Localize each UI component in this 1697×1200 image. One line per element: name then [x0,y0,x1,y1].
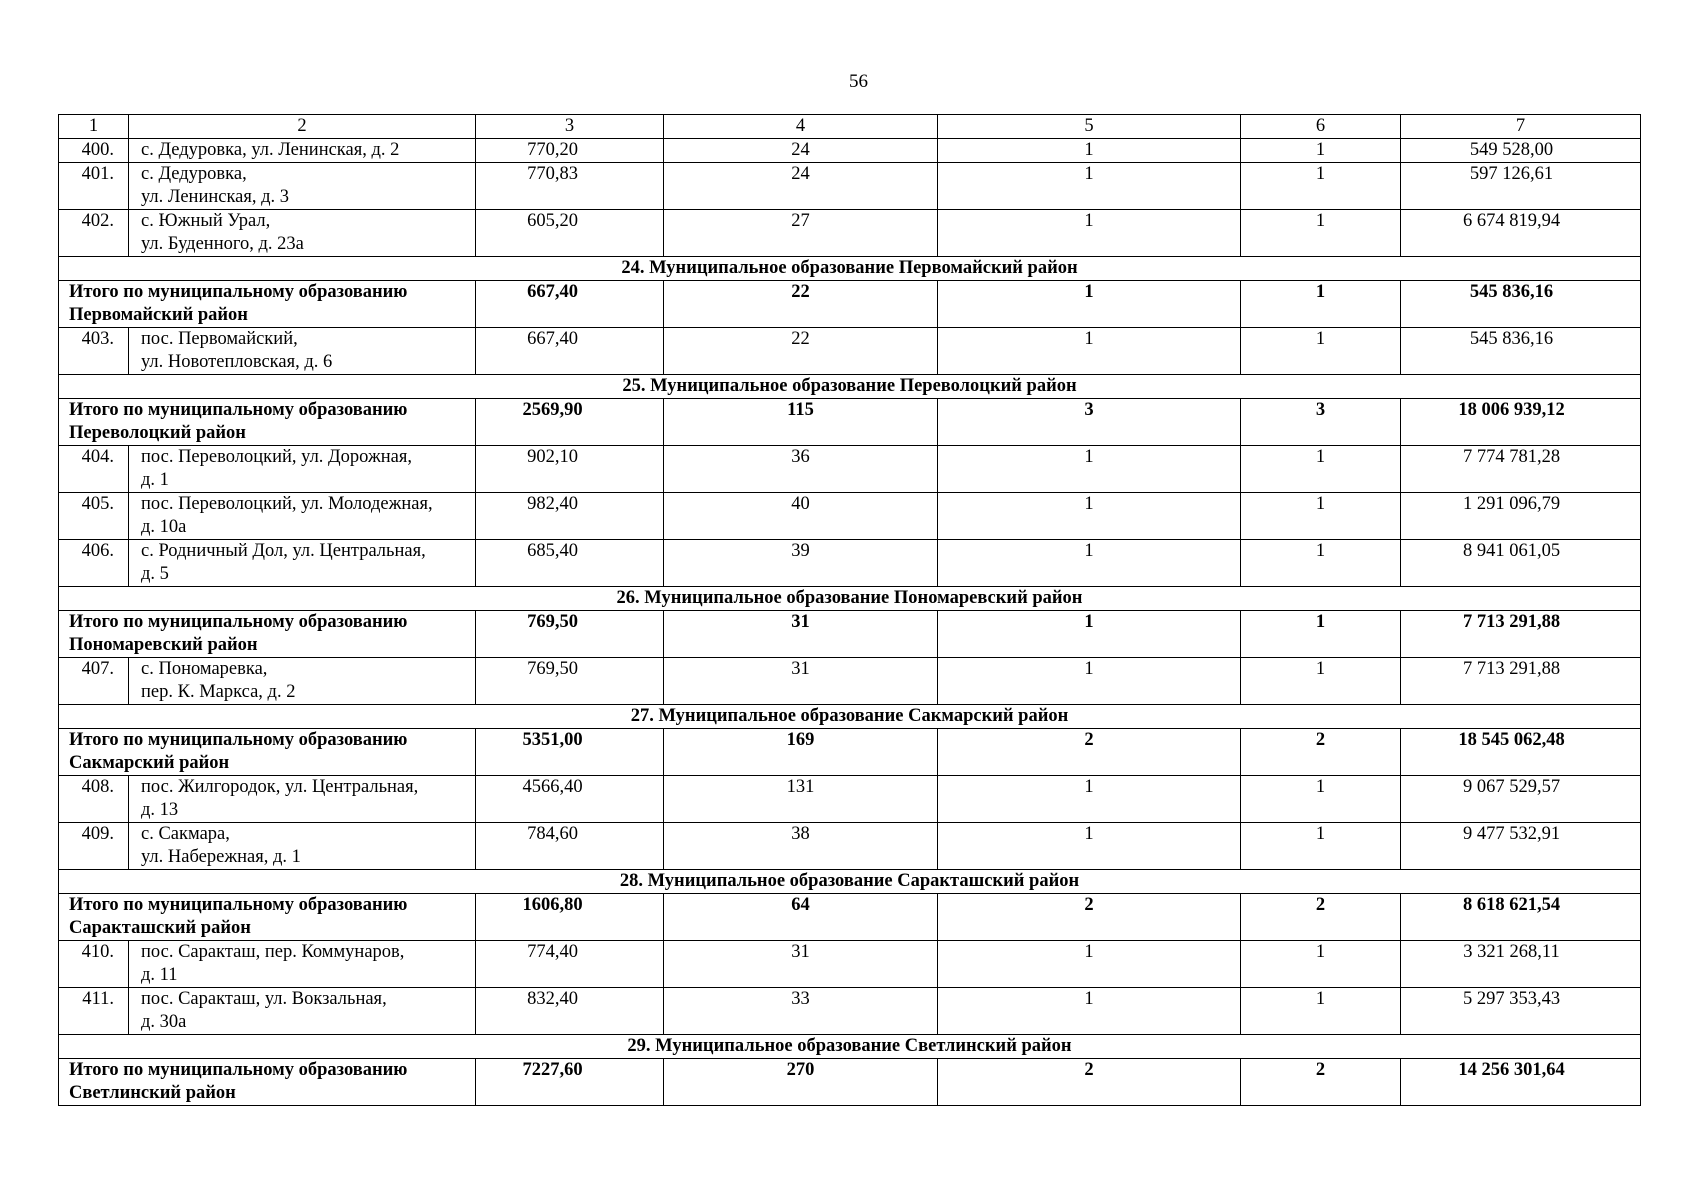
address-line: ул. Новотепловская, д. 6 [141,352,333,372]
table-row [59,328,1641,375]
column-number-1: 1 [59,115,129,139]
row-number: 400. [59,139,129,163]
column-number-6: 6 [1241,115,1401,139]
total-col-3: 2569,90 [476,399,664,446]
section-header-row [59,375,1641,399]
total-label-line: Итого по муниципальному образованию [69,612,408,632]
total-col-5: 2 [938,1059,1241,1106]
address-line: пос. Переволоцкий, ул. Молодежная, [141,494,433,514]
total-col-3: 7227,60 [476,1059,664,1106]
row-number: 409. [59,823,129,870]
col-7-value: 6 674 819,94 [1401,210,1641,257]
total-label-line: Итого по муниципальному образованию [69,1060,408,1080]
total-col-7: 18 545 062,48 [1401,729,1641,776]
table-row [59,446,1641,493]
total-col-6: 2 [1241,729,1401,776]
col-5-value: 1 [938,776,1241,823]
col-5-value: 1 [938,446,1241,493]
col-5-value: 1 [938,163,1241,210]
col-7-value: 545 836,16 [1401,328,1641,375]
col-6-value: 1 [1241,139,1401,163]
col-4-value: 40 [664,493,938,540]
col-4-value: 24 [664,139,938,163]
address-line: пос. Первомайский, [141,329,298,349]
address-cell [129,658,476,705]
address-line: пос. Жилгородок, ул. Центральная, [141,777,419,797]
col-6-value: 1 [1241,210,1401,257]
table-row [59,139,1641,163]
col-3-value: 769,50 [476,658,664,705]
section-header-row [59,1035,1641,1059]
total-label [59,611,476,658]
address-line: с. Дедуровка, ул. Ленинская, д. 2 [141,140,400,160]
total-col-7: 7 713 291,88 [1401,611,1641,658]
col-6-value: 1 [1241,328,1401,375]
row-number: 405. [59,493,129,540]
col-4-value: 24 [664,163,938,210]
col-5-value: 1 [938,941,1241,988]
col-7-value: 9 067 529,57 [1401,776,1641,823]
total-label [59,281,476,328]
section-title: 26. Муниципальное образование Пономаревский район [59,587,1641,611]
column-number-7: 7 [1401,115,1641,139]
column-number-3: 3 [476,115,664,139]
col-6-value: 1 [1241,493,1401,540]
total-label-line: Итого по муниципальному образованию [69,400,408,420]
total-label-line: Итого по муниципальному образованию [69,282,408,302]
address-line: с. Сакмара, [141,824,230,844]
address-line: с. Пономаревка, [141,659,268,679]
row-number: 410. [59,941,129,988]
address-line: ул. Набережная, д. 1 [141,847,301,867]
section-title: 24. Муниципальное образование Первомайский район [59,257,1641,281]
page-number: 56 [849,71,868,92]
total-label-line: Светлинский район [69,1083,236,1103]
address-cell [129,446,476,493]
total-label-line: Итого по муниципальному образованию [69,730,408,750]
col-7-value: 8 941 061,05 [1401,540,1641,587]
total-col-4: 270 [664,1059,938,1106]
total-label-line: Первомайский район [69,305,248,325]
col-3-value: 982,40 [476,493,664,540]
total-row [59,894,1641,941]
total-col-7: 18 006 939,12 [1401,399,1641,446]
total-col-3: 1606,80 [476,894,664,941]
col-6-value: 1 [1241,446,1401,493]
col-5-value: 1 [938,210,1241,257]
total-col-6: 3 [1241,399,1401,446]
total-row [59,1059,1641,1106]
address-cell [129,210,476,257]
table-body [59,115,1641,1106]
col-6-value: 1 [1241,941,1401,988]
col-7-value: 549 528,00 [1401,139,1641,163]
table-row [59,493,1641,540]
total-label-line: Саракташский район [69,918,251,938]
address-line: с. Дедуровка, [141,164,247,184]
register-table [58,114,1641,1106]
row-number: 403. [59,328,129,375]
row-number: 408. [59,776,129,823]
total-col-5: 2 [938,894,1241,941]
section-header-row [59,587,1641,611]
address-line: пос. Саракташ, пер. Коммунаров, [141,942,405,962]
col-6-value: 1 [1241,988,1401,1035]
total-label-line: Пономаревский район [69,635,258,655]
column-number-2: 2 [129,115,476,139]
col-3-value: 902,10 [476,446,664,493]
col-3-value: 784,60 [476,823,664,870]
total-col-5: 2 [938,729,1241,776]
total-col-4: 169 [664,729,938,776]
col-3-value: 832,40 [476,988,664,1035]
address-cell [129,823,476,870]
address-cell [129,163,476,210]
address-cell [129,493,476,540]
col-4-value: 131 [664,776,938,823]
total-label [59,729,476,776]
col-7-value: 3 321 268,11 [1401,941,1641,988]
col-6-value: 1 [1241,540,1401,587]
row-number: 401. [59,163,129,210]
col-4-value: 39 [664,540,938,587]
col-6-value: 1 [1241,658,1401,705]
total-row [59,611,1641,658]
total-col-6: 2 [1241,1059,1401,1106]
total-col-6: 1 [1241,281,1401,328]
address-line: д. 5 [141,564,169,584]
total-row [59,281,1641,328]
total-col-7: 545 836,16 [1401,281,1641,328]
col-4-value: 38 [664,823,938,870]
row-number: 402. [59,210,129,257]
col-7-value: 7 774 781,28 [1401,446,1641,493]
address-line: ул. Ленинская, д. 3 [141,187,290,207]
col-3-value: 770,83 [476,163,664,210]
row-number: 411. [59,988,129,1035]
col-4-value: 33 [664,988,938,1035]
total-col-7: 8 618 621,54 [1401,894,1641,941]
total-label-line: Переволоцкий район [69,423,246,443]
total-col-7: 14 256 301,64 [1401,1059,1641,1106]
row-number: 406. [59,540,129,587]
col-4-value: 36 [664,446,938,493]
col-5-value: 1 [938,823,1241,870]
col-3-value: 770,20 [476,139,664,163]
section-title: 25. Муниципальное образование Переволоцкий район [59,375,1641,399]
row-number: 404. [59,446,129,493]
col-7-value: 9 477 532,91 [1401,823,1641,870]
col-7-value: 1 291 096,79 [1401,493,1641,540]
col-4-value: 22 [664,328,938,375]
table-row [59,988,1641,1035]
total-col-3: 667,40 [476,281,664,328]
total-col-3: 769,50 [476,611,664,658]
address-line: пер. К. Маркса, д. 2 [141,682,296,702]
section-header-row [59,257,1641,281]
total-col-5: 3 [938,399,1241,446]
total-row [59,399,1641,446]
col-3-value: 4566,40 [476,776,664,823]
section-title: 29. Муниципальное образование Светлинский район [59,1035,1641,1059]
col-5-value: 1 [938,658,1241,705]
col-3-value: 774,40 [476,941,664,988]
col-6-value: 1 [1241,163,1401,210]
table-row [59,776,1641,823]
total-label-line: Сакмарский район [69,753,230,773]
table-row [59,540,1641,587]
address-line: д. 10а [141,517,187,537]
col-5-value: 1 [938,988,1241,1035]
column-number-5: 5 [938,115,1241,139]
total-col-5: 1 [938,281,1241,328]
table-row [59,658,1641,705]
total-col-6: 1 [1241,611,1401,658]
section-header-row [59,870,1641,894]
section-title: 28. Муниципальное образование Саракташский район [59,870,1641,894]
total-label [59,399,476,446]
row-number: 407. [59,658,129,705]
col-3-value: 685,40 [476,540,664,587]
address-cell [129,328,476,375]
address-line: пос. Переволоцкий, ул. Дорожная, [141,447,412,467]
column-number-4: 4 [664,115,938,139]
address-line: д. 13 [141,800,179,820]
col-5-value: 1 [938,328,1241,375]
table-row [59,210,1641,257]
address-line: д. 1 [141,470,169,490]
total-col-4: 31 [664,611,938,658]
total-col-6: 2 [1241,894,1401,941]
col-4-value: 31 [664,941,938,988]
section-title: 27. Муниципальное образование Сакмарский район [59,705,1641,729]
address-line: с. Южный Урал, [141,211,271,231]
address-cell [129,988,476,1035]
section-header-row [59,705,1641,729]
col-5-value: 1 [938,139,1241,163]
total-col-4: 64 [664,894,938,941]
col-4-value: 31 [664,658,938,705]
address-cell [129,540,476,587]
col-5-value: 1 [938,540,1241,587]
col-6-value: 1 [1241,823,1401,870]
col-5-value: 1 [938,493,1241,540]
total-col-3: 5351,00 [476,729,664,776]
address-line: с. Родничный Дол, ул. Центральная, [141,541,426,561]
column-number-row [59,115,1641,139]
address-line: д. 11 [141,965,178,985]
col-6-value: 1 [1241,776,1401,823]
col-7-value: 7 713 291,88 [1401,658,1641,705]
address-line: пос. Саракташ, ул. Вокзальная, [141,989,387,1009]
total-col-4: 115 [664,399,938,446]
col-7-value: 597 126,61 [1401,163,1641,210]
total-label [59,1059,476,1106]
total-row [59,729,1641,776]
address-line: д. 30а [141,1012,187,1032]
col-3-value: 667,40 [476,328,664,375]
total-col-4: 22 [664,281,938,328]
address-cell [129,139,476,163]
col-7-value: 5 297 353,43 [1401,988,1641,1035]
table-row [59,823,1641,870]
total-label-line: Итого по муниципальному образованию [69,895,408,915]
address-cell [129,941,476,988]
address-cell [129,776,476,823]
table-row [59,163,1641,210]
col-4-value: 27 [664,210,938,257]
total-col-5: 1 [938,611,1241,658]
table-row [59,941,1641,988]
total-label [59,894,476,941]
address-line: ул. Буденного, д. 23а [141,234,304,254]
col-3-value: 605,20 [476,210,664,257]
